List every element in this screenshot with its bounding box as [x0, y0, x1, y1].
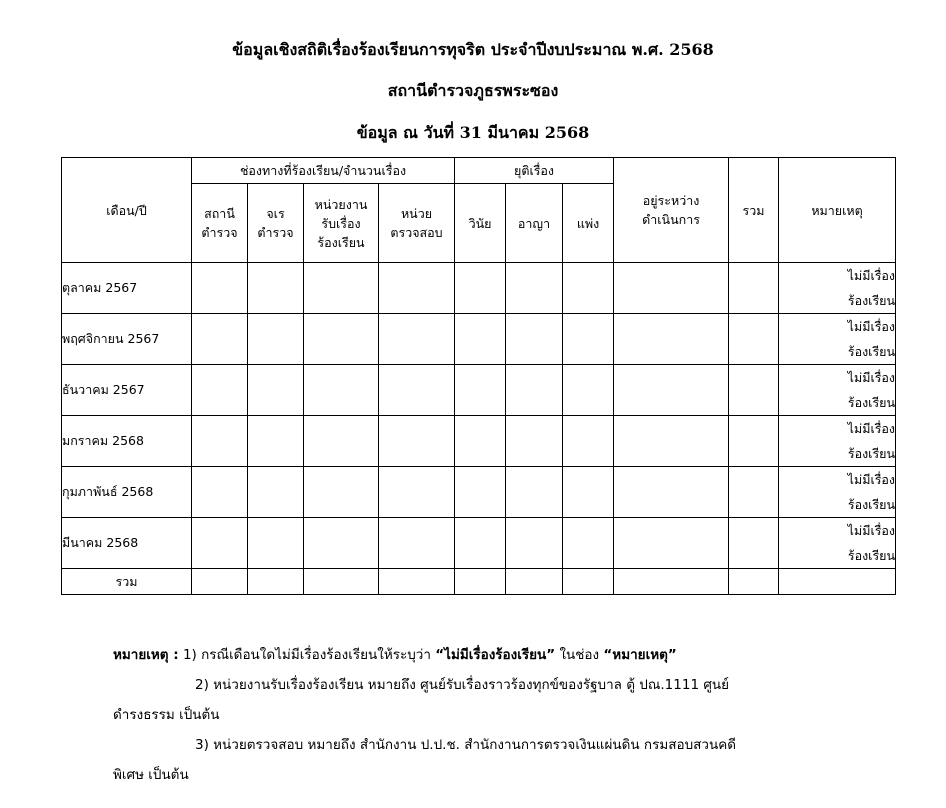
total-row — [62, 569, 896, 595]
header-resolved-criminal: อาญา — [506, 184, 563, 263]
as-of-date: ข้อมูล ณ วันที่ 31 มีนาคม 2568 — [356, 123, 590, 142]
total-row-label: รวม — [62, 569, 192, 595]
row-note: ไม่มีเรื่อง ร้องเรียน — [779, 518, 896, 569]
complaint-statistics-table — [61, 157, 896, 595]
row-month: มกราคม 2568 — [62, 416, 192, 467]
header-channel-police-station: สถานี ตำรวจ — [192, 184, 248, 263]
table-row — [62, 314, 896, 365]
header-channel-complaint-agency: หน่วยงาน รับเรื่อง ร้องเรียน — [304, 184, 379, 263]
table-row — [62, 416, 896, 467]
row-month: ธันวาคม 2567 — [62, 365, 192, 416]
row-month: กุมภาพันธ์ 2568 — [62, 467, 192, 518]
remarks-section — [113, 640, 873, 790]
header-channels-group: ช่องทางที่ร้องเรียน/จำนวนเรื่อง — [192, 158, 455, 184]
header-resolved-civil: แพ่ง — [563, 184, 614, 263]
header-month: เดือน/ปี — [62, 158, 192, 263]
row-note: ไม่มีเรื่อง ร้องเรียน — [779, 314, 896, 365]
row-note: ไม่มีเรื่อง ร้องเรียน — [779, 467, 896, 518]
remark-2: 2) หน่วยงานรับเรื่องร้องเรียน หมายถึง ศูนย์รับเรื่องราวร้องทุกข์ของรัฐบาล ตู้ ปณ.1111 ศูนย์ — [195, 677, 730, 693]
header-note: หมายเหตุ — [779, 158, 896, 263]
row-note: ไม่มีเรื่อง ร้องเรียน — [779, 365, 896, 416]
remark-2-continued: ดำรงธรรม เป็นต้น — [113, 707, 220, 723]
header-total: รวม — [729, 158, 779, 263]
row-month: พฤศจิกายน 2567 — [62, 314, 192, 365]
remarks-label: หมายเหตุ : — [113, 647, 179, 663]
header-channel-audit-unit: หน่วย ตรวจสอบ — [379, 184, 455, 263]
table-row — [62, 263, 896, 314]
header-resolved-group: ยุติเรื่อง — [455, 158, 614, 184]
remark-1: หมายเหตุ : 1) กรณีเดือนใดไม่มีเรื่องร้องเรียนให้ระบุว่า “ไม่มีเรื่องร้องเรียน” ในช่อง “หมายเหตุ” — [113, 647, 677, 663]
document-title: ข้อมูลเชิงสถิติเรื่องร้องเรียนการทุจริต ประจำปีงบประมาณ พ.ศ. 2568 — [232, 40, 714, 59]
remark-3-continued: พิเศษ เป็นต้น — [113, 767, 189, 783]
header-channel-inspector: จเร ตำรวจ — [248, 184, 304, 263]
row-month: มีนาคม 2568 — [62, 518, 192, 569]
header-resolved-discipline: วินัย — [455, 184, 506, 263]
table-row — [62, 467, 896, 518]
row-month: ตุลาคม 2567 — [62, 263, 192, 314]
station-name: สถานีตำรวจภูธรพระซอง — [387, 81, 559, 100]
header-pending: อยู่ระหว่าง ดำเนินการ — [614, 158, 729, 263]
row-note: ไม่มีเรื่อง ร้องเรียน — [779, 263, 896, 314]
table-row — [62, 365, 896, 416]
remark-3: 3) หน่วยตรวจสอบ หมายถึง สำนักงาน ป.ป.ช. สำนักงานการตรวจเงินแผ่นดิน กรมสอบสวนคดี — [195, 737, 736, 753]
table-row — [62, 518, 896, 569]
row-note: ไม่มีเรื่อง ร้องเรียน — [779, 416, 896, 467]
